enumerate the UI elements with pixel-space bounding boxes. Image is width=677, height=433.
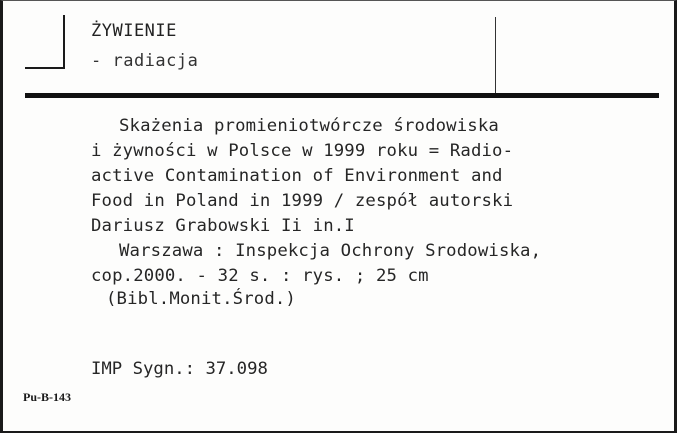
description-line-1: Skażenia promieniotwórcze środowiska — [119, 116, 499, 136]
imprint-line: Warszawa : Inspekcja Ochrony Srodowiska, — [119, 241, 542, 261]
description-line-3: active Contamination of Environment and — [91, 166, 503, 186]
library-stamp: Pu-B-143 — [23, 390, 71, 404]
description-line-4: Food in Poland in 1999 / zespół autorski — [91, 191, 514, 211]
header-divider — [495, 17, 496, 93]
physical-description-line: cop.2000. - 32 s. : rys. ; 25 cm — [91, 266, 429, 286]
subject-subdivision: - radiacja — [91, 51, 199, 71]
subject-heading: ŻYWIENIE — [91, 21, 177, 41]
description-line-2: i żywności w Polsce w 1999 roku = Radio- — [91, 141, 514, 161]
index-corner-mark-vertical — [63, 15, 65, 69]
series-statement: (Bibl.Monit.Środ.) — [106, 289, 296, 309]
description-line-5: Dariusz Grabowski Ii in.I — [91, 216, 355, 236]
call-number: IMP Sygn.: 37.098 — [91, 359, 268, 379]
index-corner-mark-horizontal — [25, 67, 65, 69]
header-rule — [25, 93, 659, 98]
